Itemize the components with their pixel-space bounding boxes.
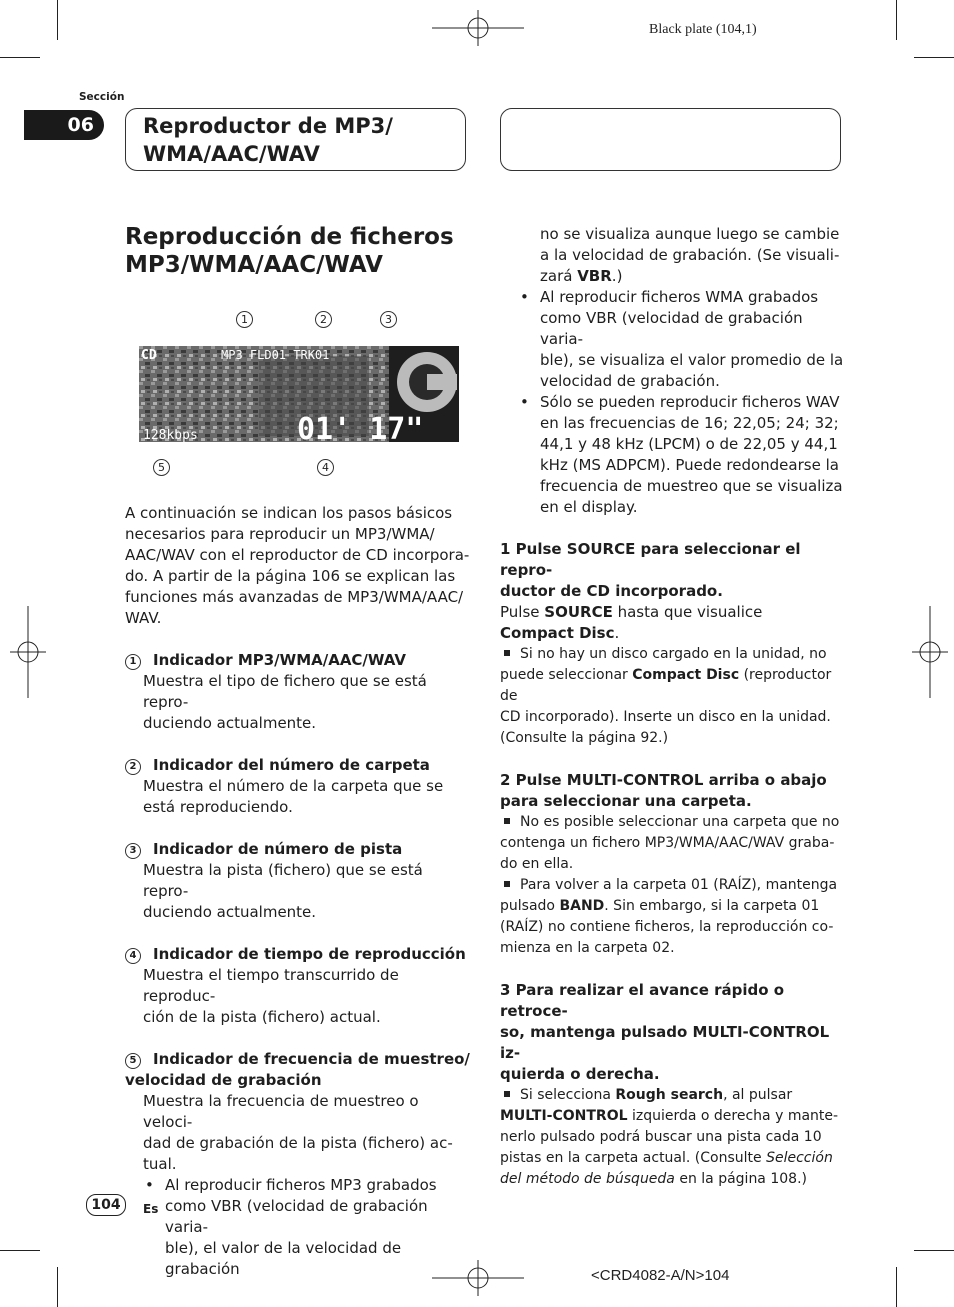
crop-mark bbox=[57, 1267, 58, 1307]
bullet-line: kHz (MS ADPCM). Puede redondearse la bbox=[540, 456, 839, 474]
square-bullet-icon bbox=[504, 650, 510, 656]
figure-callout: 2 bbox=[315, 311, 332, 328]
item-number: 5 bbox=[125, 1053, 141, 1069]
lcd-source: CD bbox=[141, 348, 157, 363]
bullet-line: en el display. bbox=[540, 498, 638, 516]
crop-mark bbox=[0, 57, 40, 58]
page-number: 104 bbox=[86, 1194, 126, 1216]
item-title: 4 Indicador de tiempo de reproducción bbox=[125, 944, 470, 965]
note-line: CD incorporado). Inserte un disco en la unidad. bbox=[500, 709, 831, 725]
lcd-top-indicators: MP3 FLD01 TRK01 bbox=[221, 348, 330, 362]
section-label: Sección bbox=[79, 91, 125, 103]
registration-mark-icon bbox=[10, 606, 46, 698]
item-title: 5 Indicador de frecuencia de muestreo/ bbox=[125, 1049, 470, 1070]
lcd-bitrate: 128kbps bbox=[143, 428, 198, 442]
item-title-cont: velocidad de grabación bbox=[125, 1071, 322, 1089]
note-line: (RAÍZ) no contiene ficheros, la reproducción co- bbox=[500, 919, 834, 935]
step-title: ductor de CD incorporado. bbox=[500, 582, 723, 600]
bullet-line: en las frecuencias de 16; 22,05; 24; 32; bbox=[540, 414, 839, 432]
right-column bbox=[500, 224, 845, 1190]
crop-mark bbox=[57, 0, 58, 40]
note-line: del método de búsqueda en la página 108.) bbox=[500, 1171, 807, 1187]
note-line: No es posible seleccionar una carpeta que no bbox=[500, 812, 845, 833]
crop-mark bbox=[914, 1250, 954, 1251]
figure-callout: 1 bbox=[236, 311, 253, 328]
step-title: 3 Para realizar el avance rápido o retroce- bbox=[500, 981, 785, 1020]
item-text: duciendo actualmente. bbox=[143, 903, 317, 921]
crop-mark bbox=[896, 0, 897, 40]
note-line: nerlo pulsado podrá buscar una pista cada 10 bbox=[500, 1129, 822, 1145]
section-number-badge: 06 bbox=[24, 110, 104, 140]
note-line: pulsado BAND. Sin embargo, si la carpeta 01 bbox=[500, 898, 820, 914]
bullet-line: como VBR (velocidad de grabación varia- bbox=[165, 1197, 428, 1236]
figure-callout: 5 bbox=[153, 459, 170, 476]
note-line: Para volver a la carpeta 01 (RAÍZ), mantenga bbox=[500, 875, 845, 896]
intro-line: necesarios para reproducir un MP3/WMA/ bbox=[125, 525, 435, 543]
item-text: Muestra el tipo de fichero que se está repro- bbox=[143, 672, 427, 711]
note-line: pistas en la carpeta actual. (Consulte Selección bbox=[500, 1150, 833, 1166]
bullet-line: ble), el valor de la velocidad de grabación bbox=[165, 1239, 402, 1278]
item-number: 3 bbox=[125, 843, 141, 859]
item-text: Muestra la frecuencia de muestreo o veloci- bbox=[143, 1092, 419, 1131]
item-title: 1 Indicador MP3/WMA/AAC/WAV bbox=[125, 650, 470, 671]
bullet-line: ble), se visualiza el valor promedio de la bbox=[540, 351, 844, 369]
crop-mark bbox=[0, 1250, 40, 1251]
left-column bbox=[125, 503, 470, 1280]
step-text: Pulse SOURCE hasta que visualice bbox=[500, 603, 763, 621]
bullet-line: • Sólo se pueden reproducir ficheros WAV bbox=[500, 392, 845, 413]
bullet-line: frecuencia de muestreo que se visualiza bbox=[540, 477, 843, 495]
item-number: 4 bbox=[125, 948, 141, 964]
item-text: Muestra la pista (fichero) que se está repro- bbox=[143, 861, 423, 900]
figure-callout: 3 bbox=[380, 311, 397, 328]
intro-line: WAV. bbox=[125, 609, 162, 627]
language-code: Es bbox=[143, 1202, 159, 1216]
item-number: 1 bbox=[125, 654, 141, 670]
note-line: puede seleccionar Compact Disc (reproductor de bbox=[500, 667, 832, 704]
square-bullet-icon bbox=[504, 1091, 510, 1097]
empty-header-box bbox=[500, 108, 841, 171]
step-text: Compact Disc. bbox=[500, 624, 620, 642]
intro-line: do. A partir de la página 106 se explican las bbox=[125, 567, 456, 585]
item-text: Muestra el tiempo transcurrido de reproduc- bbox=[143, 966, 399, 1005]
item-text: ción de la pista (fichero) actual. bbox=[143, 1008, 381, 1026]
square-bullet-icon bbox=[504, 881, 510, 887]
item-title: 3 Indicador de número de pista bbox=[125, 839, 470, 860]
lcd-display-figure bbox=[139, 346, 459, 442]
note-line: (Consulte la página 92.) bbox=[500, 730, 669, 746]
figure-callout: 4 bbox=[317, 459, 334, 476]
item-text: duciendo actualmente. bbox=[143, 714, 317, 732]
bullet-line: zará VBR.) bbox=[540, 267, 623, 285]
intro-line: AAC/WAV con el reproductor de CD incorpora- bbox=[125, 546, 470, 564]
step-title: 1 Pulse SOURCE para seleccionar el repro- bbox=[500, 540, 801, 579]
plate-label: Black plate (104,1) bbox=[649, 22, 757, 37]
note-line: Si no hay un disco cargado en la unidad, no bbox=[500, 644, 845, 665]
bullet-line: • Al reproducir ficheros MP3 grabados bbox=[125, 1175, 470, 1196]
step-title: quierda o derecha. bbox=[500, 1065, 660, 1083]
square-bullet-icon bbox=[504, 818, 510, 824]
step-title: 2 Pulse MULTI-CONTROL arriba o abajo bbox=[500, 771, 827, 789]
step-title: para seleccionar una carpeta. bbox=[500, 792, 752, 810]
note-line: MULTI-CONTROL izquierda o derecha y mante- bbox=[500, 1108, 839, 1124]
page-title: Reproducción de ficheros MP3/WMA/AAC/WAV bbox=[125, 224, 454, 278]
note-line: contenga un fichero MP3/WMA/AAC/WAV graba- bbox=[500, 835, 835, 851]
note-line: do en ella. bbox=[500, 856, 574, 872]
item-text: Muestra el número de la carpeta que se bbox=[143, 777, 444, 795]
footer-code: <CRD4082-A/N>104 bbox=[591, 1267, 730, 1284]
lcd-time: 01' 17" bbox=[297, 412, 424, 442]
intro-line: funciones más avanzadas de MP3/WMA/AAC/ bbox=[125, 588, 464, 606]
bullet-line: • Al reproducir ficheros WMA grabados bbox=[500, 287, 845, 308]
crop-mark bbox=[896, 1267, 897, 1307]
item-number: 2 bbox=[125, 759, 141, 775]
item-text: está reproduciendo. bbox=[143, 798, 293, 816]
registration-mark-icon bbox=[912, 606, 948, 698]
item-text: dad de grabación de la pista (fichero) ac- bbox=[143, 1134, 453, 1152]
note-line: mienza en la carpeta 02. bbox=[500, 940, 675, 956]
bullet-line: a la velocidad de grabación. (Se visuali- bbox=[540, 246, 840, 264]
bullet-line: no se visualiza aunque luego se cambie bbox=[540, 225, 840, 243]
section-title: Reproductor de MP3/ WMA/AAC/WAV bbox=[143, 114, 393, 166]
bullet-line: como VBR (velocidad de grabación varia- bbox=[540, 309, 803, 348]
step-title: so, mantenga pulsado MULTI-CONTROL iz- bbox=[500, 1023, 830, 1062]
bullet-line: 44,1 y 48 kHz (LPCM) o de 22,05 y 44,1 bbox=[540, 435, 838, 453]
item-text: tual. bbox=[143, 1155, 177, 1173]
note-line: Si selecciona Rough search, al pulsar bbox=[500, 1085, 845, 1106]
crop-mark bbox=[914, 57, 954, 58]
bullet-line: velocidad de grabación. bbox=[540, 372, 720, 390]
item-title: 2 Indicador del número de carpeta bbox=[125, 755, 470, 776]
registration-mark-icon bbox=[432, 10, 524, 46]
intro-line: A continuación se indican los pasos básicos bbox=[125, 504, 453, 522]
